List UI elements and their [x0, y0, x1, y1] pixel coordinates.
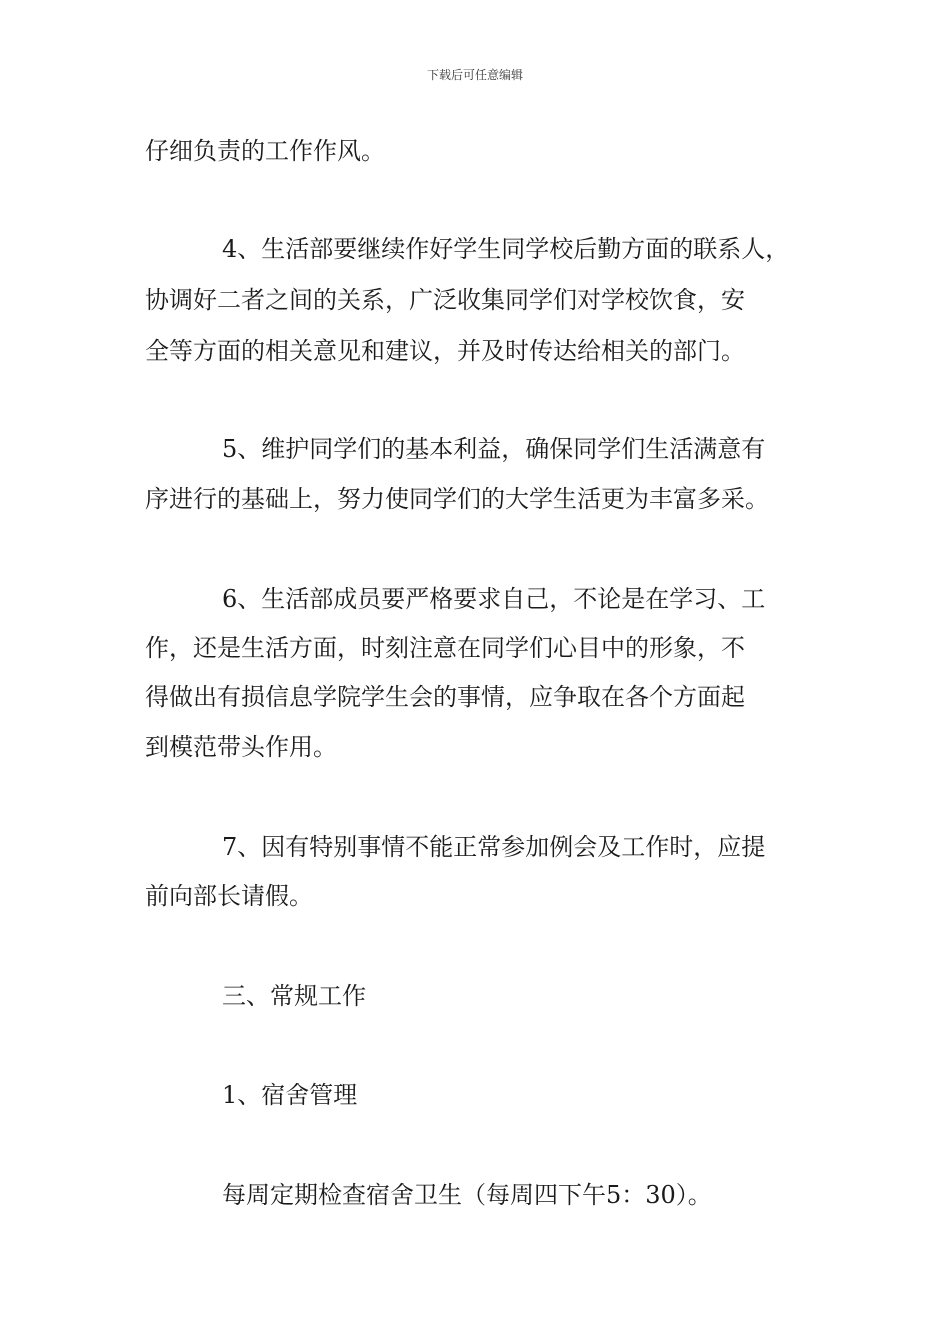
text-line: 协调好二者之间的关系，广泛收集同学们对学校饮食，安	[145, 286, 745, 314]
text-line: 5、维护同学们的基本利益，确保同学们生活满意有	[222, 435, 766, 463]
page-header-note: 下载后可任意编辑	[426, 68, 523, 82]
text-line: 前向部长请假。	[145, 882, 313, 910]
text-line: 作，还是生活方面，时刻注意在同学们心目中的形象，不	[145, 634, 745, 662]
text-line: 得做出有损信息学院学生会的事情，应争取在各个方面起	[145, 683, 745, 711]
text-line: 到模范带头作用。	[145, 733, 337, 761]
text-line: 7、因有特别事情不能正常参加例会及工作时，应提	[222, 833, 766, 861]
text-line: 6、生活部成员要严格要求自己，不论是在学习、工	[222, 585, 766, 613]
text-line: 仔细负责的工作作风。	[145, 137, 385, 165]
section-heading: 三、常规工作	[222, 982, 366, 1010]
text-line: 全等方面的相关意见和建议，并及时传达给相关的部门。	[145, 337, 745, 365]
subsection-heading: 1、宿舍管理	[222, 1081, 358, 1109]
text-line: 4、生活部要继续作好学生同学校后勤方面的联系人，	[222, 235, 790, 263]
text-line: 序进行的基础上，努力使同学们的大学生活更为丰富多采。	[145, 485, 769, 513]
text-line: 每周定期检查宿舍卫生（每周四下午5：30）。	[222, 1181, 712, 1209]
